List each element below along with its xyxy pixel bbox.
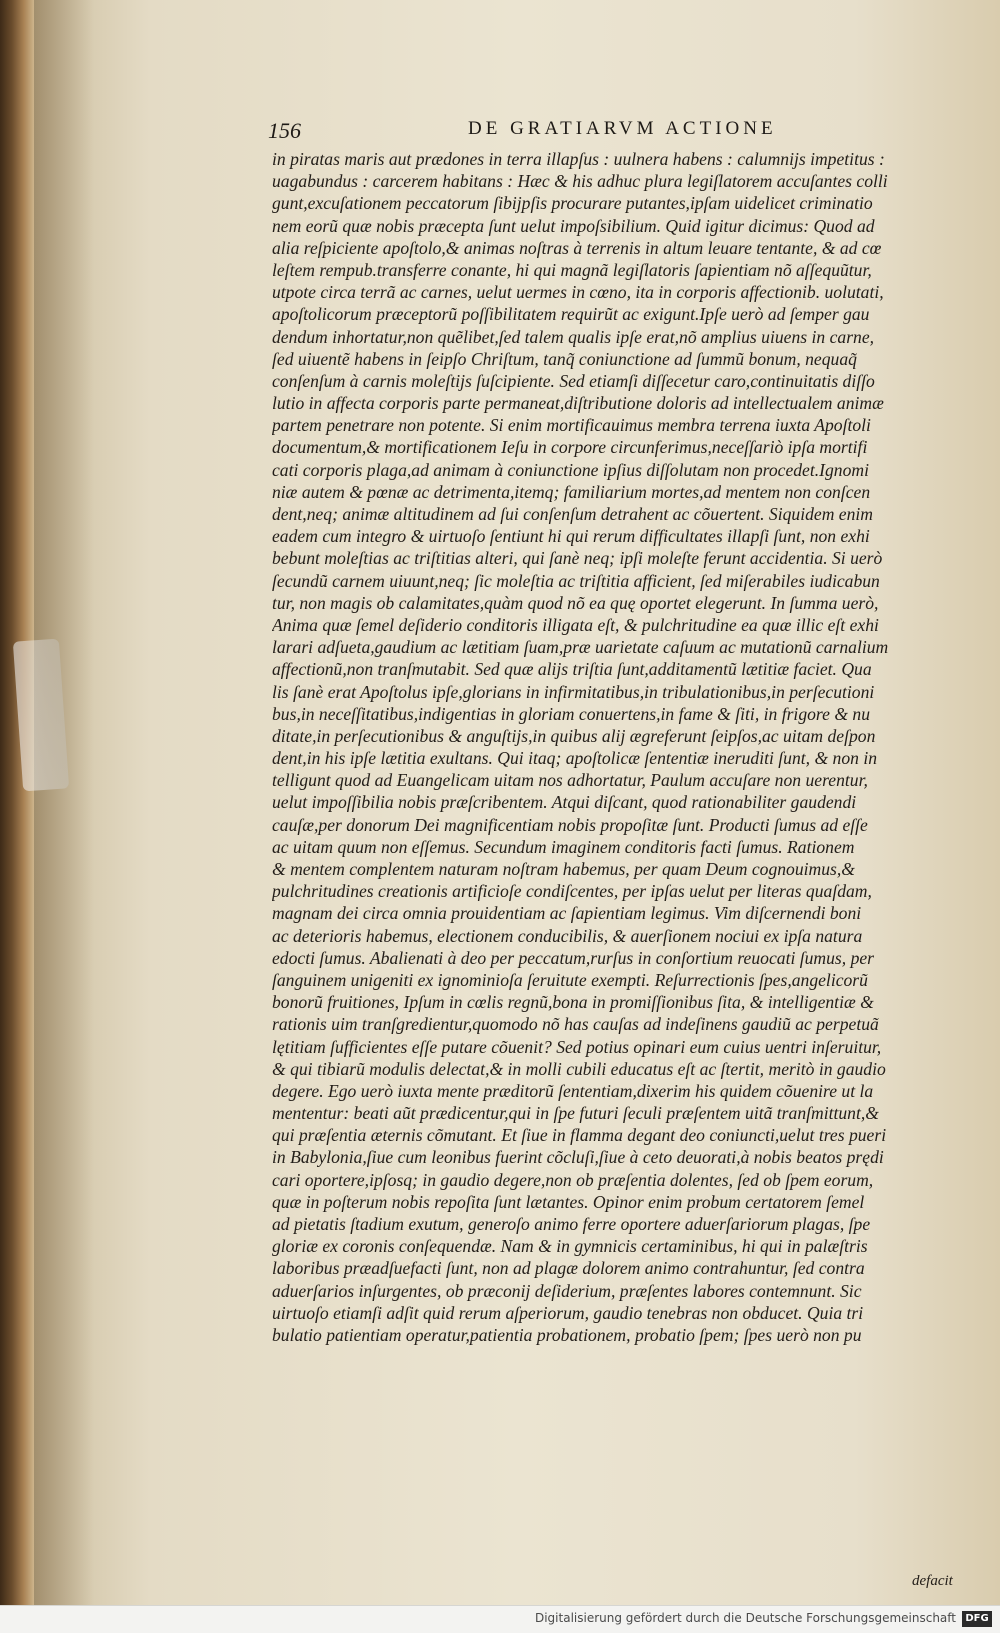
text-line: & mentem complentem naturam noſtram habemus, per quam Deum cognouimus,& bbox=[272, 859, 855, 879]
text-line: ſed uiuentẽ habens in ſeipſo Chriſtum, tanq̃ coniunctione ad ſummũ bonum, nequaq̃ bbox=[272, 348, 857, 369]
running-head: DE GRATIARVM ACTIONE bbox=[468, 118, 777, 139]
text-line: rationis uim tranſgredientur,quomodo nõ has cauſas ad indeſinens gaudiũ ac perpetuã bbox=[272, 1014, 879, 1035]
text-line: eadem cum integro & uirtuoſo ſentiunt hi qui rerum difficultates illapſi ſunt, non exhi bbox=[272, 526, 870, 547]
text-line: partem penetrare non potente. Si enim mortificauimus membra terrena iuxta Apoſtoli bbox=[272, 415, 871, 436]
funding-notice: Digitalisierung gefördert durch die Deutsche Forschungsgemeinschaft bbox=[534, 1611, 956, 1625]
text-line: utpote circa terrã ac carnes, uelut uermes in cœno, ita in corporis affectionib. uolutati, bbox=[272, 282, 884, 303]
text-line: conſenſum à carnis moleſtijs ſuſcipiente. Sed etiamſi diſſecetur caro,continuitatis diſſo bbox=[272, 370, 875, 391]
text-line: aduerſarios inſurgentes, ob præconij deſiderium, præſentes labores contemnunt. Sic bbox=[272, 1280, 862, 1301]
gutter-shadow bbox=[34, 0, 94, 1605]
text-line: magnam dei circa omnia prouidentiam ac ſapientiam legimus. Vim diſcernendi boni bbox=[272, 903, 862, 924]
text-line: ſanguinem unigeniti ex ignominioſa ſeruitute exempti. Reſurrectionis ſpes,angelicorũ bbox=[272, 969, 868, 990]
text-line: nem eorũ quæ nobis præcepta ſunt uelut impoſsibilium. Quid igitur dicimus: Quod ad bbox=[272, 215, 875, 236]
text-line: dendum inhortatur,non quẽlibet,ſed talem qualis ipſe erat,nõ amplius uiuens in carne, bbox=[272, 326, 875, 347]
text-line: degere. Ego uerò iuxta mente præditorũ ſententiam,dixerim his quidem cõuenire ut la bbox=[272, 1080, 874, 1101]
text-line: niæ autem & pœnæ ac detrimenta,itemq; familiarium mortes,ad mentem non conſcen bbox=[272, 481, 871, 502]
page-header bbox=[268, 118, 808, 144]
text-line: bebunt moleſtias ac triſtitias alteri, qui ſanè neq; ipſi moleſte ferunt accidentia. Si uerò bbox=[272, 548, 883, 569]
text-line: cauſæ,per donorum Dei magnificentiam nobis propoſitæ ſunt. Producti ſumus ad eſſe bbox=[272, 814, 868, 835]
text-line: gloriæ ex coronis conſequendæ. Nam & in gymnicis certaminibus, hi qui in palæſtris bbox=[272, 1236, 868, 1257]
text-line: affectionũ,non tranſmutabit. Sed quæ alijs triſtia ſunt,additamentũ lætitiæ faciet. Qua bbox=[272, 659, 872, 680]
text-line: tur, non magis ob calamitates,quàm quod nõ ea quę oportet elegerunt. In ſumma uerò, bbox=[272, 592, 879, 613]
text-line: ſecundũ carnem uiuunt,neq; ſic moleſtia ac triſtitia afficient, ſed miſerabiles iudicabun bbox=[272, 570, 880, 591]
text-line: ac uitam quum non eſſemus. Secundum imaginem conditoris facti ſumus. Rationem bbox=[272, 836, 855, 857]
body-text bbox=[272, 148, 974, 1346]
page-number: 156 bbox=[268, 118, 301, 143]
text-line: uelut impoſſibilia nobis præſcribentem. Atqui diſcant, quod rationabiliter gaudendi bbox=[272, 792, 857, 813]
book-edge bbox=[0, 0, 34, 1605]
text-line: dent,neq; animæ altitudinem ad ſui conſenſum detrahent ac cõuertent. Siquidem enim bbox=[272, 504, 874, 524]
text-line: & qui tibiarũ modulis delectat,& in molli cubili educatus eſt ac ſtertit, meritò in gaudio bbox=[272, 1058, 886, 1079]
footer-bar bbox=[0, 1605, 1000, 1633]
text-line: ac deterioris habemus, electionem conducibilis, & auerſionem nociui ex ipſa natura bbox=[272, 925, 863, 946]
text-line: telligunt quod ad Euangelicam uitam nos adhortatur, Paulum accuſare non uerentur, bbox=[272, 770, 868, 791]
text-line: cati corporis plaga,ad animam à coniunctione ipſius diſſolutam non procedet.Ignomi bbox=[272, 459, 869, 480]
text-line: cari oportere,ipſosq; in gaudio degere,non ob præſentia dolentes, ſed ob ſpem eorum, bbox=[272, 1169, 874, 1190]
text-line: edocti ſumus. Abalienati à deo per peccatum,rurſus in conſortium reuocati ſumus, per bbox=[272, 947, 875, 968]
text-line: documentum,& mortificationem Ieſu in corpore circunferimus,neceſſariò ipſa mortifi bbox=[272, 437, 868, 458]
catchword: defacit bbox=[912, 1573, 953, 1589]
text-line: dent,in his ipſe lætitia exultans. Qui itaq; apoſtolicæ ſententiæ ineruditi ſunt, & non in bbox=[272, 748, 877, 769]
text-line: qui præſentia æternis cõmutant. Et ſiue in flamma degant deo coniuncti,uelut tres pueri bbox=[272, 1125, 887, 1146]
text-line: lętitiam ſufficientes eſſe putare cõuenit? Sed potius opinari eum cuius uentri inſeruitur, bbox=[272, 1036, 882, 1057]
text-line: larari adſueta,gaudium ac lætitiam ſuam,præ uarietate caſuum ac mutationũ carnalium bbox=[272, 637, 889, 658]
text-line: quæ in poſterum nobis repoſita ſunt lætantes. Opinor enim probum certatorem ſemel bbox=[272, 1191, 865, 1212]
text-line: bulatio patientiam operatur,patientia probationem, probatio ſpem; ſpes uerò non pu bbox=[272, 1324, 862, 1345]
text-line: uagabundus : carcerem habitans : Hæc & his adhuc plura legiſlatorem accuſantes colli bbox=[272, 171, 888, 192]
text-line: mententur: beati aũt prædicentur,qui in ſpe futuri ſeculi præſentem uitã tranſmittunt,& bbox=[272, 1103, 879, 1124]
text-line: leſtem rempub.transferre conante, hi qui magnã legiſlatoris ſapientiam nõ aſſequũtur, bbox=[272, 259, 872, 280]
text-line: lis ſanè erat Apoſtolus ipſe,glorians in infirmitatibus,in tribulationibus,in perſecutioni bbox=[272, 681, 875, 702]
text-line: pulchritudines creationis artificioſe condiſcentes, per ipſas uelut per literas quaſdam, bbox=[272, 881, 872, 902]
dfg-logo: DFG bbox=[962, 1611, 992, 1627]
text-line: apoſtolicorum præceptorũ poſſibilitatem requirũt ac exigunt.Ipſe uerò ad ſemper gau bbox=[272, 304, 870, 325]
text-line: lutio in affecta corporis parte permaneat,diſtributione doloris ad intellectualem animæ bbox=[272, 393, 884, 414]
text-line: uirtuoſo etiamſi adſit quid rerum aſperiorum, gaudio tenebras non obducet. Quia tri bbox=[272, 1302, 864, 1323]
text-line: gunt,excuſationem peccatorum ſibijpſis procurare putantes,ipſam uidelicet criminatio bbox=[272, 193, 873, 214]
text-line: bus,in neceſſitatibus,indigentias in gloriam conuertens,in fame & ſiti, in frigore & nu bbox=[272, 703, 870, 724]
text-line: laboribus præadſuefacti ſunt, non ad plagæ dolorem animo contrahuntur, ſed contra bbox=[272, 1258, 865, 1279]
text-line: ditate,in perſecutionibus & anguſtijs,in quibus alij ægreferunt ſeipſos,ac uitam deſpon bbox=[272, 725, 876, 746]
text-line: Anima quæ ſemel deſiderio conditoris illigata eſt, & pulchritudine ea quæ illic eſt exhi bbox=[272, 614, 879, 635]
text-line: in Babylonia,ſiue cum leonibus fuerint cõcluſi,ſiue à ceto deuorati,à nobis beatos prędi bbox=[272, 1147, 884, 1168]
text-line: alia reſpiciente apoſtolo,& animas noſtras à terrenis in altum leuare tentante, & ad cœ bbox=[272, 237, 882, 258]
text-line: in piratas maris aut prædones in terra illapſus : uulnera habens : calumnijs impetitus : bbox=[272, 149, 885, 169]
text-line: ad pietatis ſtadium exutum, generoſo animo ferre oportere aduerſariorum plagas, ſpe bbox=[272, 1214, 871, 1234]
text-line: bonorũ fruitiones, Ipſum in cœlis regnũ,bona in promiſſionibus ſita, & intelligentiæ & bbox=[272, 992, 874, 1013]
